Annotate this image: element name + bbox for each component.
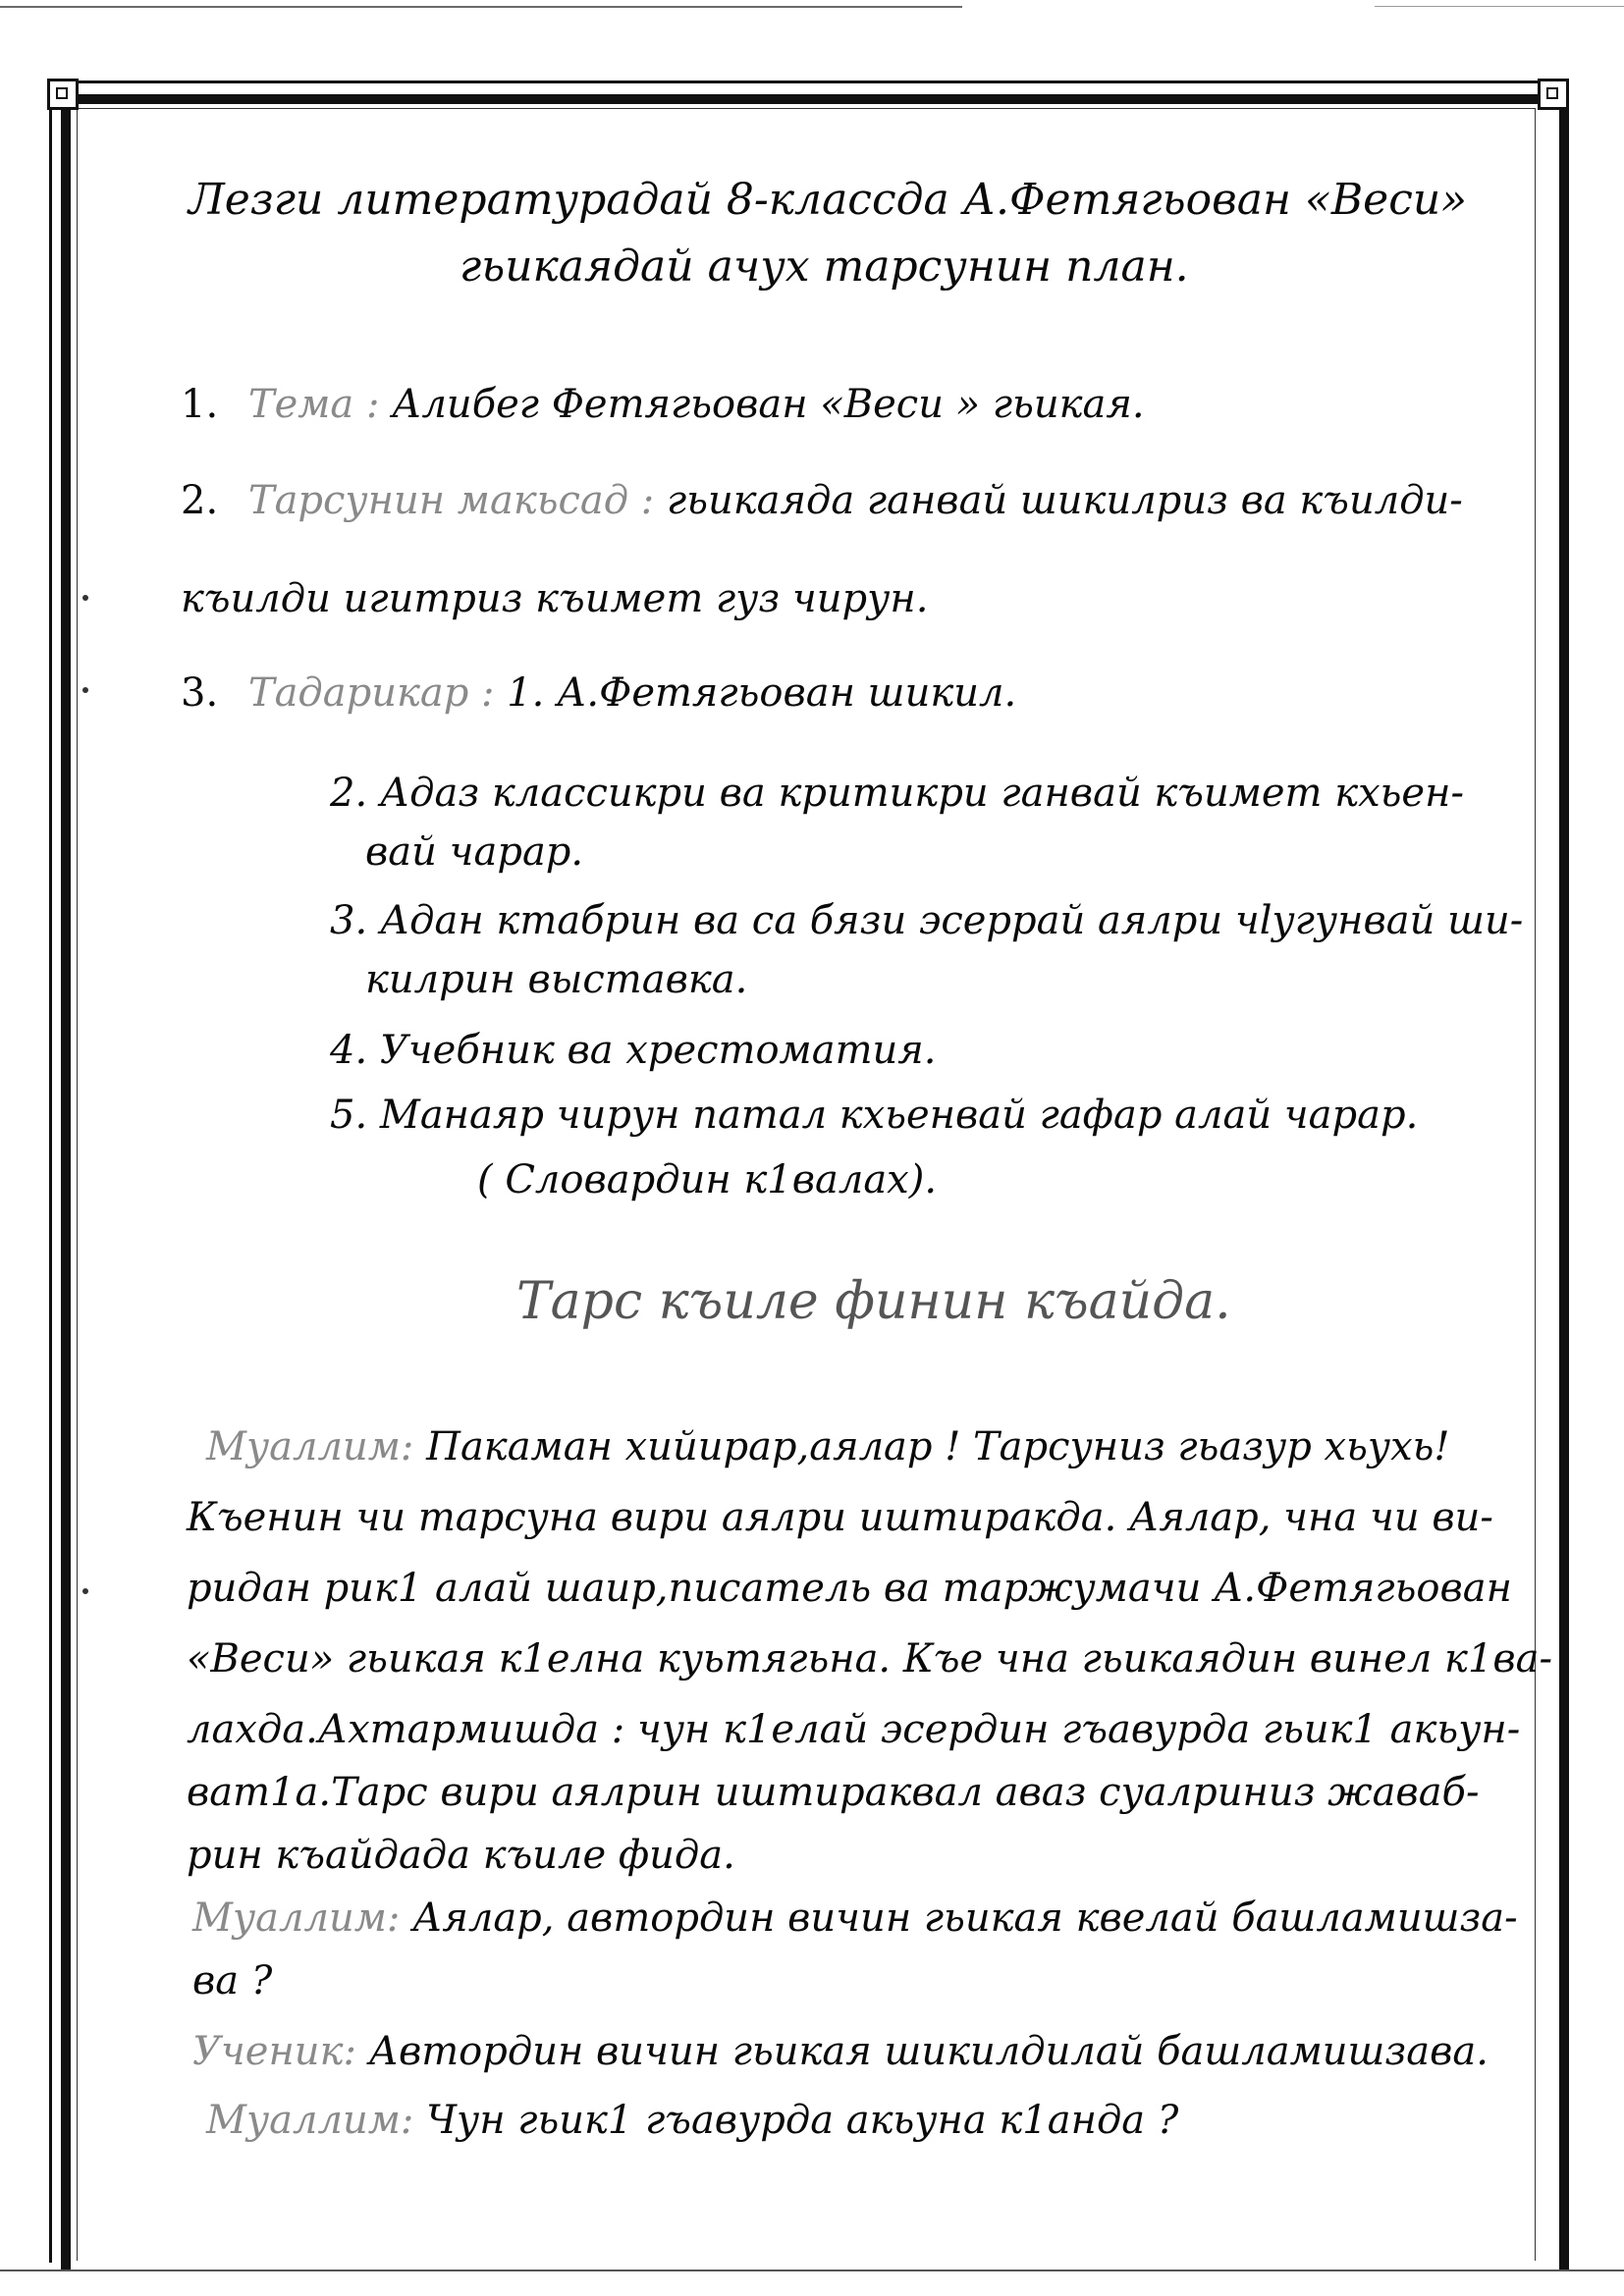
- equipment-item-line: 3. Адан ктабрин ва са бязи эсеррай аялри чlугунвай ши-: [330, 898, 1524, 943]
- dialogue-line: «Веси» гьикая к1елна куьтягьна. Къе чна гьикаядин винел к1ва-: [187, 1636, 1553, 1682]
- margin-mark: [82, 687, 88, 693]
- dialogue-line: [192, 2026, 1489, 2077]
- dialogue-line: ридан рик1 алай шаир,писатель ва таржумачи А.Фетягьован: [187, 1566, 1512, 1611]
- dialogue-speaker: Муаллим:: [192, 1896, 401, 1941]
- plan-item-text: гьикаяда ганвай шикилриз ва къилди-: [667, 478, 1463, 523]
- equipment-item-line: ( Словардин к1валах).: [477, 1157, 938, 1202]
- plan-item-text: къилди игитриз къимет гуз чирун.: [181, 576, 929, 621]
- dialogue-text: Аялар, автордин вичин гьикая квелай башламишза-: [412, 1896, 1518, 1941]
- dialogue-text: Пакаман хийирар,аялар ! Тарсуниз гьазур хьухь!: [426, 1424, 1450, 1469]
- dialogue-line: Къенин чи тарсуна вири аялри иштиракда. Аялар, чна чи ви-: [187, 1495, 1493, 1540]
- plan-item-number: 3.: [181, 670, 219, 716]
- dialogue-speaker: Муаллим:: [206, 2098, 414, 2143]
- margin-mark: [82, 1588, 88, 1594]
- dialogue-speaker: Ученик:: [192, 2029, 356, 2074]
- document-title-line-2: гьикаядай ачух тарсунин план.: [460, 241, 1189, 292]
- plan-item-text: Алибег Фетягьован «Веси » гьикая.: [392, 382, 1145, 427]
- dialogue-line: лахда.Ахтармишда : чун к1елай эсердин гъавурда гьик1 акьун-: [187, 1707, 1521, 1752]
- plan-item-label: Тема :: [247, 382, 380, 427]
- scan-artifact-bottom: [0, 2269, 1624, 2271]
- dialogue-line: ват1а.Тарс вири аялрин иштираквал аваз суалриниз жаваб-: [187, 1770, 1480, 1815]
- plan-item-equipment: [181, 667, 1016, 719]
- plan-item-theme: [181, 379, 1145, 430]
- dialogue-line: [206, 2095, 1178, 2146]
- dialogue-speaker: Муаллим:: [206, 1424, 414, 1469]
- plan-item-label: Тарсунин макьсад :: [247, 478, 655, 523]
- document-title-line-1: Лезги литературадай 8-классда А.Фетягьован «Веси»: [189, 175, 1468, 225]
- section-heading: Тарс къиле финин къайда.: [516, 1272, 1231, 1331]
- dialogue-line: [192, 1893, 1518, 1944]
- frame-corner-ornament-icon: [47, 79, 79, 110]
- equipment-item-line: 2. Адаз классикри ва критикри ганвай къимет кхьен-: [330, 771, 1464, 816]
- plan-item-number: 1.: [181, 382, 219, 427]
- margin-mark: [82, 595, 88, 601]
- plan-item-label: Тадарикар :: [247, 670, 495, 716]
- equipment-item-line: килрин выставка.: [365, 957, 748, 1002]
- frame-corner-ornament-icon: [1538, 79, 1569, 110]
- dialogue-line: ва ?: [192, 1958, 273, 2003]
- equipment-item-line: вай чарар.: [365, 829, 584, 875]
- plan-item-number: 2.: [181, 478, 219, 523]
- plan-item-goal-continued: [181, 573, 928, 624]
- dialogue-line: рин къайдада къиле фида.: [187, 1833, 735, 1878]
- equipment-item-line: 5. Манаяр чирун патал кхьенвай гафар алай чарар.: [330, 1093, 1419, 1138]
- plan-item-goal: [181, 475, 1463, 526]
- dialogue-text: Автордин вичин гьикая шикилдилай башламишзава.: [368, 2029, 1489, 2074]
- plan-item-text: 1. А.Фетягьован шикил.: [507, 670, 1017, 716]
- dialogue-line: [206, 1421, 1450, 1472]
- dialogue-text: Чун гьик1 гъавурда акьуна к1анда ?: [426, 2098, 1179, 2143]
- scan-artifact-top-right: [1375, 6, 1624, 7]
- equipment-item-line: 4. Учебник ва хрестоматия.: [330, 1028, 937, 1073]
- scan-artifact-top: [0, 6, 962, 8]
